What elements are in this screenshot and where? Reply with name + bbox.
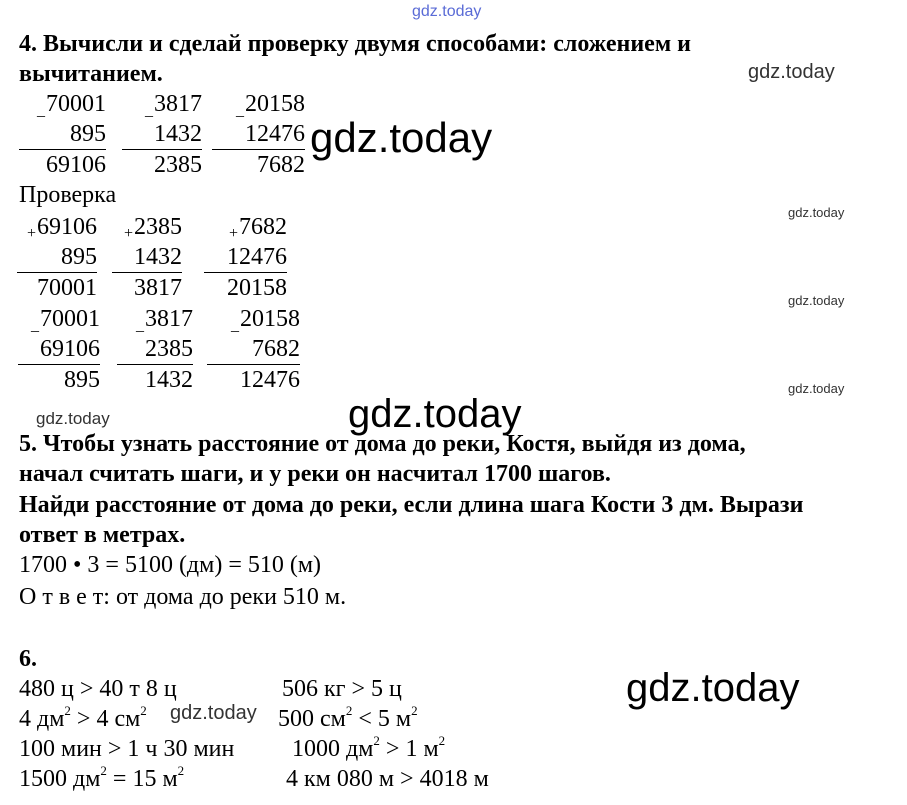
task4-title-line2: вычитанием. — [19, 61, 163, 87]
calc-column — [207, 304, 300, 395]
calc-operand: _3817 — [136, 306, 193, 334]
calc-operand: +69106 — [26, 214, 97, 242]
operator-sign: + — [228, 225, 238, 242]
task6-row3-right: 1000 $дм^2 > 1$ $м^2$ — [292, 733, 446, 762]
task6-row2-right: 500 $см^2 < 5$ $м^2$ — [278, 703, 418, 732]
calc-operand: _70001 — [37, 91, 106, 119]
check-label: Проверка — [19, 182, 117, 208]
calc-operand: 895 — [17, 242, 97, 273]
task6-row3-left: 100 мин > 1 ч 30 мин — [19, 736, 235, 762]
watermark-large: gdz.today — [348, 392, 522, 436]
task5-line1: 5. Чтобы узнать расстояние от дома до реки, Костя, выйдя из дома, — [19, 431, 746, 457]
task5-line4: ответ в метрах. — [19, 522, 186, 548]
task5-line3: Найди расстояние от дома до реки, если длина шага Кости 3 дм. Вырази — [19, 492, 804, 518]
calc-column — [19, 89, 106, 180]
calc-result: 1432 — [145, 367, 193, 393]
calc-operand: _20158 — [236, 91, 305, 119]
calc-operand: _20158 — [231, 306, 300, 334]
task6-row1-left: 480 ц > 40 т 8 ц — [19, 676, 177, 702]
calc-operand: 2385 — [117, 334, 193, 365]
calc-result: 895 — [64, 367, 100, 393]
calc-result: 2385 — [154, 152, 202, 178]
watermark: gdz.today — [36, 409, 110, 428]
task5-solution: 1700 • 3 = 5100 (дм) = 510 (м) — [19, 552, 322, 578]
calc-result: 7682 — [257, 152, 305, 178]
task6-row1-right: 506 кг > 5 ц — [282, 676, 402, 702]
calc-column — [112, 212, 182, 303]
task6-row4-left: 1500 $дм^2 = 15$ $м^2$ — [19, 763, 185, 792]
operator-sign: _ — [231, 317, 239, 334]
task6-row4-right: 4 км 080 м > 4018 м — [286, 766, 489, 792]
calc-operand: _3817 — [145, 91, 202, 119]
calc-column — [122, 89, 202, 180]
watermark-small: gdz.today — [788, 205, 845, 220]
operator-sign: _ — [136, 317, 144, 334]
calc-operand: 12476 — [204, 242, 287, 273]
calc-result: 3817 — [134, 275, 182, 301]
task6-row2-left: 4 $дм^2 > 4$ $см^2$ — [19, 703, 147, 732]
operator-sign: _ — [31, 317, 39, 334]
task6-title: 6. — [19, 646, 37, 672]
operator-sign: _ — [37, 102, 45, 119]
watermark: gdz.today — [170, 702, 257, 724]
operator-sign: + — [26, 225, 36, 242]
watermark-large: gdz.today — [310, 114, 493, 161]
calc-operand: _70001 — [31, 306, 100, 334]
calc-result: 12476 — [240, 367, 300, 393]
watermark-large: gdz.today — [626, 666, 800, 710]
calc-column — [212, 89, 305, 180]
calc-result: 69106 — [46, 152, 106, 178]
operator-sign: + — [123, 225, 133, 242]
calc-operand: 69106 — [18, 334, 100, 365]
calc-result: 20158 — [227, 275, 287, 301]
calc-operand: +2385 — [123, 214, 182, 242]
answer-label: О т в е т — [19, 584, 104, 610]
calc-column — [117, 304, 193, 395]
calc-operand: +7682 — [228, 214, 287, 242]
watermark-small: gdz.today — [788, 293, 845, 308]
task5-answer — [19, 584, 346, 610]
task4-title-line1: 4. Вычисли и сделай проверку двумя способами: сложением и — [19, 31, 691, 57]
watermark-top: gdz.today — [412, 3, 482, 20]
calc-column — [17, 212, 97, 303]
watermark-small: gdz.today — [788, 381, 845, 396]
calc-column — [18, 304, 100, 395]
watermark: gdz.today — [748, 61, 835, 83]
calc-operand: 1432 — [112, 242, 182, 273]
calc-operand: 7682 — [207, 334, 300, 365]
calc-operand: 12476 — [212, 119, 305, 150]
task5-line2: начал считать шаги, и у реки он насчитал 1700 шагов. — [19, 461, 611, 487]
answer-text: : от дома до реки 510 м. — [103, 584, 347, 610]
calc-result: 70001 — [37, 275, 97, 301]
operator-sign: _ — [236, 102, 244, 119]
calc-column — [204, 212, 287, 303]
operator-sign: _ — [145, 102, 153, 119]
calc-operand: 895 — [19, 119, 106, 150]
calc-operand: 1432 — [122, 119, 202, 150]
